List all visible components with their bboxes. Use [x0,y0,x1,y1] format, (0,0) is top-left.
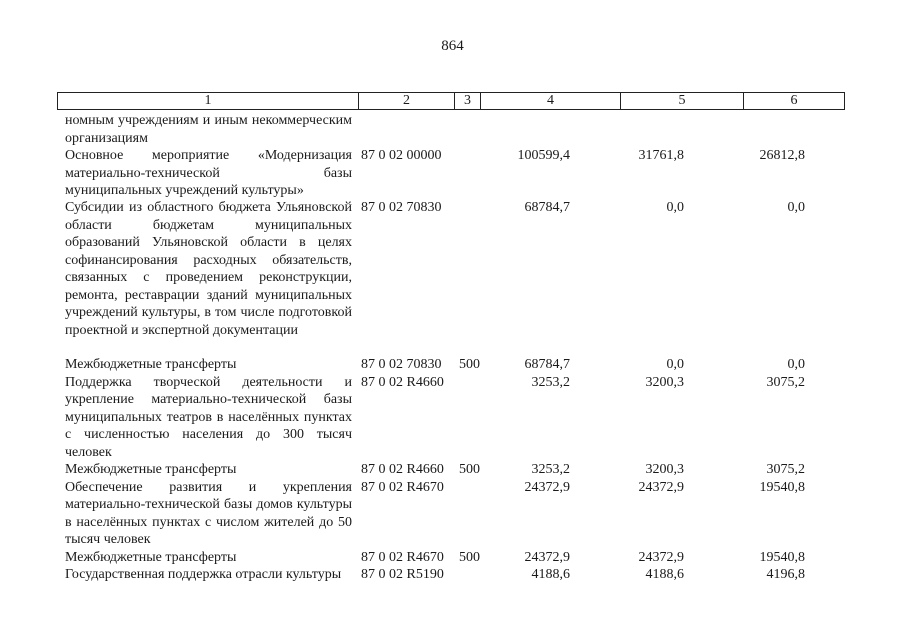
row-value-6: 4196,8 [766,567,805,582]
row-value-4: 4188,6 [531,567,570,582]
row-value-6: 19540,8 [759,549,805,565]
row-name: Обеспечение развития и укрепления материально-технической базы домов культуры в населённых пунктах с числом жителей до 50 тысяч человек [65,479,352,547]
row-name: номным учреждениям и иным некоммерческим организациям [65,113,352,146]
row-value-5: 0,0 [666,357,684,372]
row-code: 87 0 02 R4660 [361,374,444,390]
row-type: 500 [459,462,480,477]
page-number: 864 [441,38,464,54]
header-col-4: 4 [481,93,621,109]
row-code: 87 0 02 R4670 [361,549,444,565]
row-value-5: 3200,3 [645,462,684,477]
row-value-5: 3200,3 [645,374,684,390]
row-value-4: 24372,9 [524,479,570,495]
row-value-5: 4188,6 [645,567,684,582]
header-col-5: 5 [621,93,744,109]
row-code: 87 0 02 R5190 [361,567,444,582]
row-value-5: 31761,8 [638,148,684,163]
row-value-6: 26812,8 [759,148,805,163]
row-code: 87 0 02 R4660 [361,462,444,477]
table-row [0,461,905,479]
row-value-5: 0,0 [666,200,684,215]
row-name: Государственная поддержка отрасли культуры [65,567,342,582]
row-type: 500 [459,357,480,372]
header-col-6: 6 [790,93,798,108]
table-row [0,566,905,601]
row-name: Межбюджетные трансферты [65,462,237,477]
header-col-2: 2 [359,93,455,109]
table-row [0,112,905,147]
row-value-4: 3253,2 [531,374,570,390]
row-code: 87 0 02 70830 [361,200,442,215]
row-value-4: 68784,7 [524,200,570,215]
row-value-5: 24372,9 [638,479,684,495]
table-row [0,356,905,374]
row-value-6: 0,0 [787,200,805,215]
table-row [0,479,905,549]
table-body [0,112,905,601]
row-value-6: 3075,2 [766,374,805,390]
row-value-6: 0,0 [787,357,805,372]
table-row [0,374,905,462]
row-name: Субсидии из областного бюджета Ульяновской области бюджетам муниципальных образований Ульяновской области в целях софинансирования расходных обязательств, связанных с проведением реконструкции, ремонта, реставрации зданий муниципальных учреждений культуры, в том числе подготовкой проектной и экспертной документации [65,200,352,338]
table-header [57,92,845,110]
table-row [0,549,905,567]
row-code: 87 0 02 R4670 [361,479,444,495]
table-row [0,199,905,356]
row-value-6: 3075,2 [766,462,805,477]
row-value-6: 19540,8 [759,479,805,495]
row-value-4: 100599,4 [517,148,570,163]
row-type: 500 [459,549,480,565]
row-value-4: 24372,9 [524,549,570,565]
table-row [0,147,905,199]
row-value-4: 68784,7 [524,357,570,372]
row-code: 87 0 02 70830 [361,357,442,372]
row-name: Поддержка творческой деятельности и укрепление материально-технической базы муниципальных театров в населённых пунктах с численностью населения до 300 тысяч человек [65,374,352,460]
row-value-4: 3253,2 [531,462,570,477]
row-name: Межбюджетные трансферты [65,357,237,372]
header-col-3: 3 [455,93,481,109]
row-code: 87 0 02 00000 [361,148,442,163]
header-col-1: 1 [58,93,359,109]
row-name: Межбюджетные трансферты [65,549,237,565]
row-value-5: 24372,9 [638,549,684,565]
row-name: Основное мероприятие «Модернизация материально-технической базы муниципальных учреждений культуры» [65,148,352,198]
